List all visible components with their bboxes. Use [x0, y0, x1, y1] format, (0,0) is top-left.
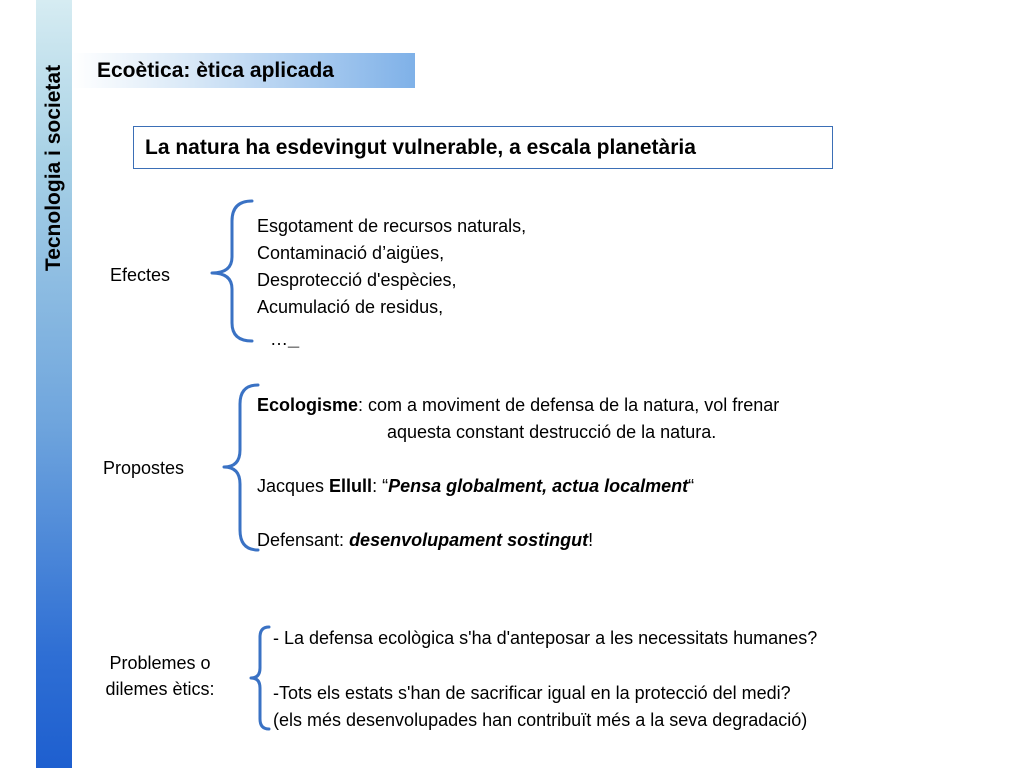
- effects-item: Acumulació de residus,: [257, 297, 444, 317]
- ecologism-line: Ecologisme: com a moviment de defensa de la natura, vol frenar: [257, 395, 780, 415]
- slide-title: Ecoètica: ètica aplicada: [97, 59, 334, 82]
- headline-text: La natura ha esdevingut vulnerable, a escala planetària: [145, 136, 696, 159]
- effects-label: Efectes: [110, 265, 171, 285]
- effects-item: Desprotecció d'espècies,: [257, 270, 457, 290]
- effects-item: Contaminació d’aigües,: [257, 243, 445, 263]
- problems-brace: [245, 622, 275, 734]
- ecologism-term: Ecologisme: [257, 395, 359, 415]
- ellul-quote-line: Jacques Ellull: “Pensa globalment, actua localment“: [257, 476, 695, 496]
- ecologism-line-2: aquesta constant destrucció de la natura.: [387, 422, 717, 442]
- problems-label: Problemes o dilemes ètics:: [105, 653, 215, 699]
- problems-line: -Tots els estats s'han de sacrificar igual en la protecció del medi?: [273, 683, 791, 703]
- defensant-line: Defensant: desenvolupament sostingut!: [257, 530, 594, 550]
- problems-line: - La defensa ecològica s'ha d'anteposar a les necessitats humanes?: [273, 628, 818, 648]
- sidebar-title: Tecnologia i societat: [42, 64, 65, 272]
- proposals-label: Propostes: [103, 458, 185, 478]
- problems-line: (els més desenvolupades han contribuït més a la seva degradació): [273, 710, 808, 730]
- effects-brace: [200, 195, 260, 345]
- effects-item: Esgotament de recursos naturals,: [257, 216, 527, 236]
- effects-ellipsis: …_: [270, 328, 300, 350]
